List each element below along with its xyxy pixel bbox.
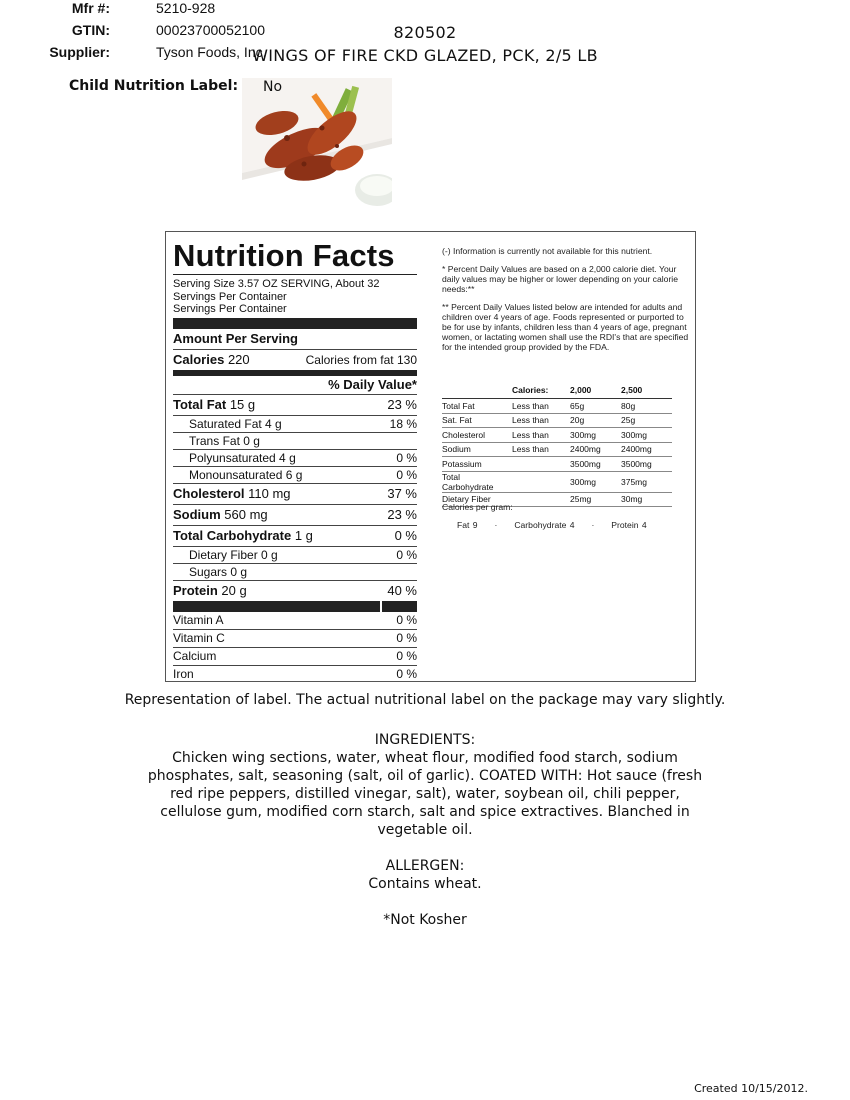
vitamin-c-dv: 0 % — [396, 630, 417, 645]
calories-row — [173, 350, 250, 370]
calories-per-gram-values: Fat 9 · Carbohydrate 4 · Protein 4 — [457, 520, 647, 530]
nutrition-facts-label — [173, 238, 417, 683]
protein-dv: 40 % — [387, 582, 417, 598]
dv-table-header: Calories: 2,000 2,500 — [442, 382, 672, 399]
divider-thick — [173, 318, 417, 329]
serving-info — [173, 278, 417, 318]
polyunsaturated-fat: Polyunsaturated 4 g — [189, 450, 296, 465]
supplier-value: Tyson Foods, Inc. — [156, 44, 267, 60]
calories-per-gram-label: Calories per gram: — [442, 502, 513, 512]
total-fat-dv: 23 % — [387, 396, 417, 412]
fine-print-note-2: * Percent Daily Values are based on a 2,000 calorie diet. Your daily values may be higher or lower depending on your calorie needs:** — [442, 264, 678, 294]
divider-thick-2 — [173, 601, 417, 612]
mfr-label: Mfr #: — [71, 0, 110, 16]
polyunsaturated-fat-dv: 0 % — [396, 450, 417, 465]
product-code: 820502 — [393, 23, 457, 42]
saturated-fat-dv: 18 % — [389, 416, 417, 431]
sodium-dv: 23 % — [387, 506, 417, 522]
child-nutrition-value: No — [263, 79, 283, 95]
supplier-label: Supplier: — [49, 44, 110, 60]
servings-per-container: Servings Per Container — [173, 290, 287, 303]
dv-table-row: Total Fat Less than 65g 80g — [442, 399, 672, 414]
dietary-fiber: Dietary Fiber 0 g — [189, 547, 278, 562]
daily-value-table — [442, 382, 672, 507]
servings-per-container-2: Servings Per Container — [173, 303, 287, 315]
cholesterol-row: Cholesterol 110 mg — [173, 485, 291, 501]
total-fat-row: Total Fat 15 g — [173, 396, 256, 412]
dv-table-row: Dietary Fiber 25mg 30mg — [442, 492, 672, 507]
dv-table-row: Total Carbohydrate 300mg 375mg — [442, 471, 672, 492]
monounsaturated-fat-dv: 0 % — [396, 467, 417, 482]
trans-fat: Trans Fat 0 g — [189, 433, 260, 448]
ingredients-text: Chicken wing sections, water, wheat flour, modified food starch, sodium phosphates, salt, seasoning (salt, oil of garlic). COATED WITH: Hot sauce (fresh red ripe peppers, distilled vinegar, salt), water, soybean oil, chili pepper, cellulose gum, modified corn starch, salt and spice extractives. Blanched in vegetable oil. — [147, 750, 703, 838]
fine-print-note-3: ** Percent Daily Values listed below are intended for adults and children over 4 years of age. Foods represented or purported to be for use by infants, children less than 4 years of age, pregnant women, or lactating women shall use the RDI's that are specified for the intended group provided by the FDA. — [442, 302, 689, 352]
ingredients-heading: INGREDIENTS: — [374, 732, 476, 748]
dv-table-row: Sat. Fat Less than 20g 25g — [442, 413, 672, 428]
serving-size: Serving Size 3.57 OZ SERVING, About 32 — [173, 278, 380, 290]
created-date: Created 10/15/2012. — [694, 1082, 808, 1095]
mfr-value: 5210-928 — [156, 0, 216, 16]
nutrition-facts-title: Nutrition Facts — [173, 238, 395, 273]
calories-from-fat: Calories from fat 130 — [305, 352, 417, 367]
dietary-fiber-dv: 0 % — [396, 547, 417, 562]
gtin-value: 00023700052100 — [156, 22, 266, 38]
fine-print-note-1: (-) Information is currently not available for this nutrient. — [442, 246, 653, 256]
calories-value: 220 — [227, 351, 250, 367]
sugars: Sugars 0 g — [189, 564, 248, 579]
dv-table-row: Potassium 3500mg 3500mg — [442, 457, 672, 472]
kosher-note: *Not Kosher — [383, 912, 467, 928]
total-carbohydrate-dv: 0 % — [394, 527, 417, 543]
vitamin-c: Vitamin C — [173, 630, 225, 645]
product-photo — [242, 78, 392, 220]
protein-row: Protein 20 g — [173, 582, 247, 598]
fine-print — [442, 246, 694, 360]
dv-table-row: Sodium Less than 2400mg 2400mg — [442, 442, 672, 457]
sodium-row: Sodium 560 mg — [173, 506, 268, 522]
cholesterol-dv: 37 % — [387, 485, 417, 501]
calories-label: Calories — [173, 351, 225, 367]
iron: Iron — [173, 666, 194, 681]
representation-note: Representation of label. The actual nutritional label on the package may vary slightly. — [124, 692, 726, 708]
daily-value-header: % Daily Value* — [328, 376, 417, 392]
vitamin-a-dv: 0 % — [396, 612, 417, 627]
amount-per-serving: Amount Per Serving — [173, 330, 298, 346]
calcium-dv: 0 % — [396, 648, 417, 663]
dv-table-row: Cholesterol Less than 300mg 300mg — [442, 428, 672, 443]
nutrition-panel — [165, 231, 696, 682]
total-carbohydrate-row: Total Carbohydrate 1 g — [173, 527, 313, 543]
saturated-fat: Saturated Fat 4 g — [189, 416, 282, 431]
calcium: Calcium — [173, 648, 217, 663]
child-nutrition-label: Child Nutrition Label: — [69, 78, 239, 94]
monounsaturated-fat: Monounsaturated 6 g — [189, 467, 303, 482]
vitamin-a: Vitamin A — [173, 612, 224, 627]
allergen-text: Contains wheat. — [368, 876, 482, 892]
allergen-heading: ALLERGEN: — [385, 858, 465, 874]
gtin-label: GTIN: — [71, 22, 110, 38]
product-title: WINGS OF FIRE CKD GLAZED, PCK, 2/5 LB — [252, 46, 598, 65]
iron-dv: 0 % — [396, 666, 417, 681]
